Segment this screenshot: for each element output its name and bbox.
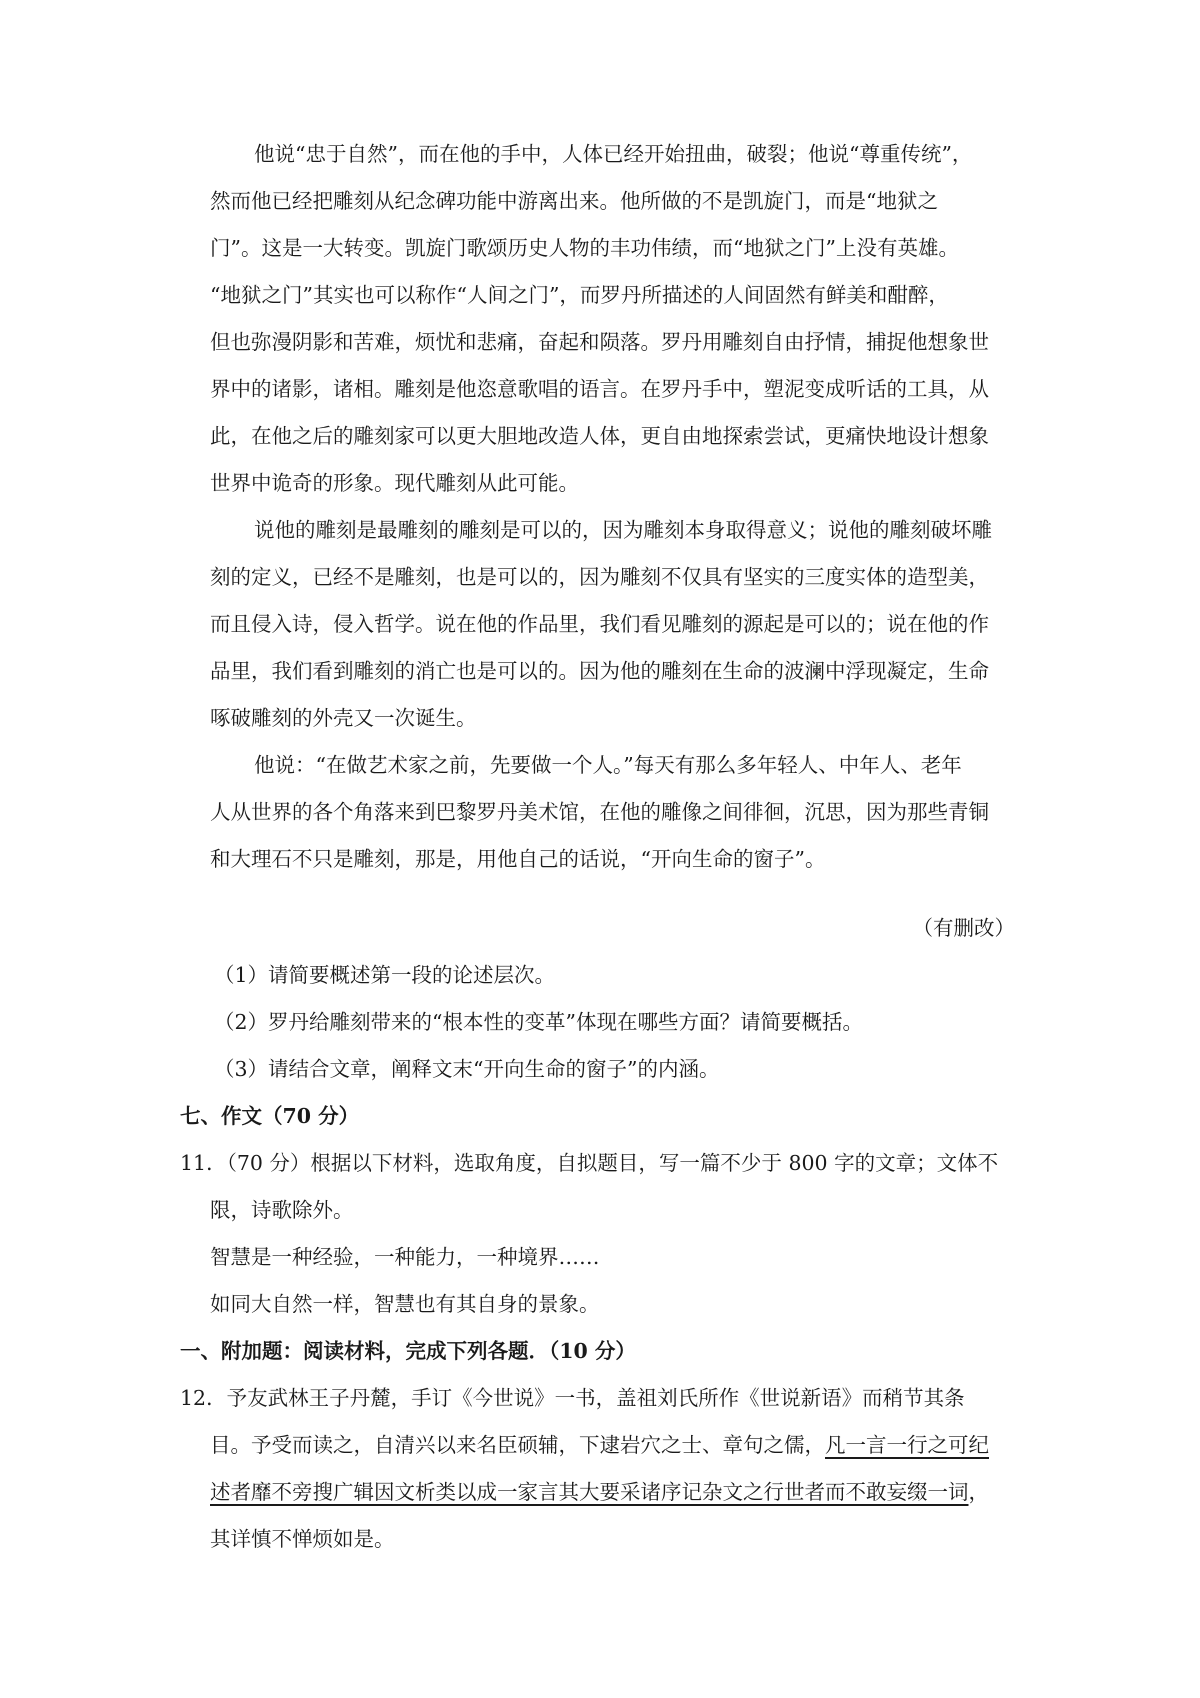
text-line: 限，诗歌除外。 <box>210 1198 354 1222</box>
text-line: 界中的诸影，诸相。雕刻是他恣意歌唱的语言。在罗丹手中，塑泥变成听话的工具，从 <box>210 377 989 401</box>
text-segment: ， <box>968 1480 989 1504</box>
section-heading-essay: 七、作文（70 分） <box>180 1104 360 1128</box>
text-line: 12．予友武林王子丹麓，手订《今世说》一书，盖祖刘氏所作《世说新语》而稍节其条 <box>180 1386 965 1410</box>
text-line: 他说：“在做艺术家之前，先要做一个人。”每天有那么多年轻人、中年人、老年 <box>254 753 962 777</box>
passage-paragraph-2 <box>210 507 1020 742</box>
material-line: 智慧是一种经验，一种能力，一种境界…… <box>210 1245 600 1269</box>
text-line: 刻的定义，已经不是雕刻，也是可以的，因为雕刻不仅具有坚实的三度实体的造型美， <box>210 565 989 589</box>
text-line: 人从世界的各个角落来到巴黎罗丹美术馆，在他的雕像之间徘徊，沉思，因为那些青铜 <box>210 800 989 824</box>
text-line: 11．（70 分）根据以下材料，选取角度，自拟题目，写一篇不少于 800 字的文章；文体不 <box>180 1151 999 1175</box>
text-line: 但也弥漫阴影和苦难，烦忧和悲痛，奋起和陨落。罗丹用雕刻自由抒情，捕捉他想象世 <box>210 330 989 354</box>
text-line: 其详慎不惮烦如是。 <box>210 1527 395 1551</box>
text-line: 门”。这是一大转变。凯旋门歌颂历史人物的丰功伟绩，而“地狱之门”上没有英雄。 <box>210 236 959 260</box>
source-note: （有删改） <box>912 916 1015 940</box>
passage-paragraph-3 <box>210 742 1020 883</box>
text-line: 和大理石不只是雕刻，那是，用他自己的话说，“开向生命的窗子”。 <box>210 847 826 871</box>
question-12 <box>180 1375 1020 1563</box>
section-heading-extra: 一、附加题：阅读材料，完成下列各题．（10 分） <box>180 1339 636 1363</box>
question-11 <box>180 1140 1020 1328</box>
text-line: 他说“忠于自然”，而在他的手中，人体已经开始扭曲，破裂；他说“尊重传统”， <box>254 142 973 166</box>
text-line <box>180 1469 1020 1516</box>
passage-paragraph-1 <box>210 131 1020 507</box>
text-line <box>180 1422 1020 1469</box>
text-line: “地狱之门”其实也可以称作“人间之门”，而罗丹所描述的人间固然有鲜美和酣醉， <box>210 283 949 307</box>
text-line: 啄破雕刻的外壳又一次诞生。 <box>210 706 477 730</box>
question-2: （2）罗丹给雕刻带来的“根本性的变革”体现在哪些方面？请简要概括。 <box>214 1010 864 1034</box>
text-line: 品里，我们看到雕刻的消亡也是可以的。因为他的雕刻在生命的波澜中浮现凝定，生命 <box>210 659 989 683</box>
question-1: （1）请简要概述第一段的论述层次。 <box>214 963 556 987</box>
text-line: 世界中诡奇的形象。现代雕刻从此可能。 <box>210 471 579 495</box>
material-line: 如同大自然一样，智慧也有其自身的景象。 <box>210 1292 600 1316</box>
text-line: 而且侵入诗，侵入哲学。说在他的作品里，我们看见雕刻的源起是可以的；说在他的作 <box>210 612 989 636</box>
question-3: （3）请结合文章，阐释文末“开向生命的窗子”的内涵。 <box>214 1057 720 1081</box>
text-line: 说他的雕刻是最雕刻的雕刻是可以的，因为雕刻本身取得意义；说他的雕刻破坏雕 <box>254 518 992 542</box>
text-segment: 目。予受而读之，自清兴以来名臣硕辅，下逮岩穴之士、章句之儒， <box>210 1433 825 1457</box>
underlined-text: 凡一言一行之可纪 <box>825 1433 989 1457</box>
underlined-text: 述者靡不旁搜广辑因文析类以成一家言其大要采诸序记杂文之行世者而不敢妄缀一词 <box>210 1480 969 1504</box>
text-line: 然而他已经把雕刻从纪念碑功能中游离出来。他所做的不是凯旋门，而是“地狱之 <box>210 189 938 213</box>
text-line: 此，在他之后的雕刻家可以更大胆地改造人体，更自由地探索尝试，更痛快地设计想象 <box>210 424 989 448</box>
